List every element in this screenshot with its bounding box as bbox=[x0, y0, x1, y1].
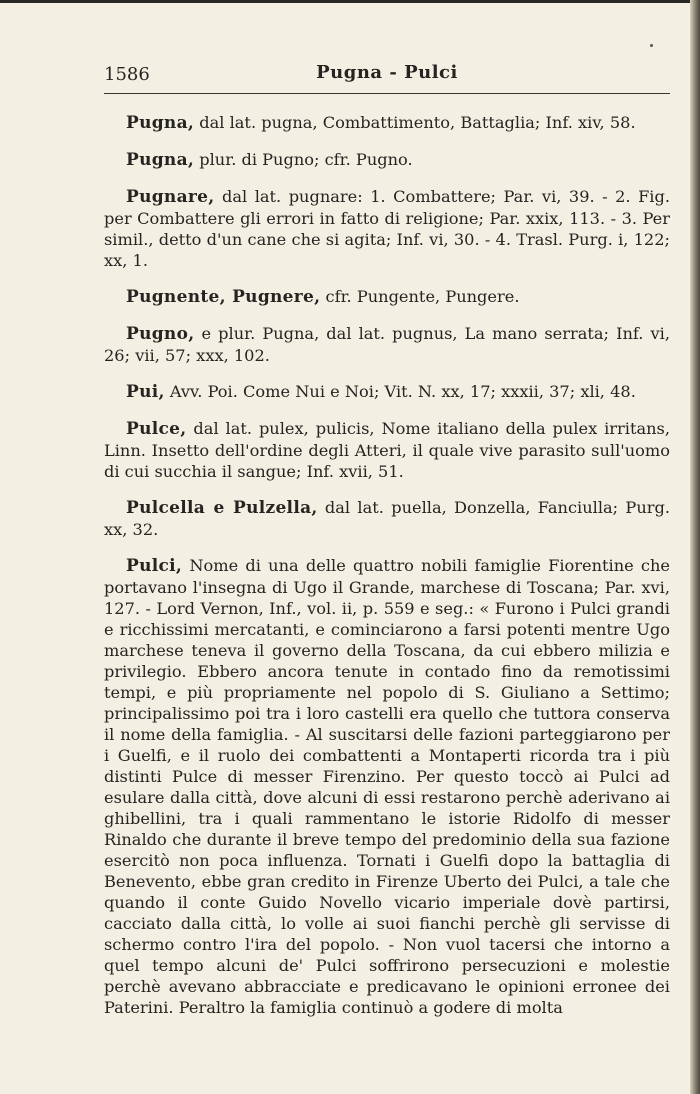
entry-text: dal lat. pugna, Combattimento, Battaglia; Inf. xiv, 58. bbox=[194, 113, 636, 132]
entry-pulcella bbox=[104, 497, 670, 540]
header-rule bbox=[104, 93, 670, 94]
headword: Pulci, bbox=[126, 556, 183, 576]
entry-pugna-plural bbox=[104, 149, 670, 171]
entry-text: Nome di una delle quattro nobili famiglie Fiorentine che portavano l'insegna di Ugo il Grande, marchese di Toscana; Par. xvi, 127. - Lord Vernon, Inf., vol. ii, p. 559 e seg.: « Furono i Pulci grandi e ricchissimi mercatanti, e cominciarono a farsi potenti mentre Ugo marchese teneva il governo della Toscana, da cui ebbero milizia e privilegio. Ebbero ancora tenute in contado fino da remotissimi tempi, e più propriamente nel popolo di S. Giuliano a Settimo; principalissimo poi tra i loro castelli era quello che tuttora conserva il nome della famiglia. - Al suscitarsi delle fazioni parteggiarono per i Guelfi, e il ruolo dei combattenti a Montaperti ricorda tra i più distinti Pulce di messer Firenzino. Per questo toccò ai Pulci ad esulare dalla città, dove alcuni di essi restarono perchè aderivano ai ghibellini, tra i quali rammentano le istorie Ridolfo di messer Rinaldo che durante il breve tempo del predominio della sua fazione esercitò non poca influenza. Tornati i Guelfi dopo la battaglia di Benevento, ebbe gran credito in Firenze Uberto dei Pulci, a tale che quando il conte Guido Novello vicario imperiale dovè partirsi, cacciato dalla città, lo volle ai suoi fianchi perchè gli servisse di schermo contro l'ira del popolo. - Non vuol tacersi che intorno a quel tempo alcuni de' Pulci soffrirono persecuzioni e molestie perchè avevano abbracciate e predicavano le opinioni erronee dei Paterini. Peraltro la famiglia continuò a godere di molta bbox=[104, 556, 670, 1017]
entry-text: dal lat. puella, Donzella, Fanciulla; Purg. xx, 32. bbox=[104, 498, 670, 539]
ink-dot bbox=[650, 44, 653, 47]
top-rule bbox=[0, 0, 700, 3]
entry-pugnente bbox=[104, 286, 670, 308]
page-header bbox=[104, 62, 670, 88]
entry-text: dal lat. pugnare: 1. Combattere; Par. vi, 39. - 2. Fig. per Combattere gli errori in fatto di religione; Par. xxix, 113. - 3. Per simil., detto d'un cane che si agita; Inf. vi, 30. - 4. Trasl. Purg. i, 122; xx, 1. bbox=[104, 187, 670, 270]
entry-pugno bbox=[104, 323, 670, 366]
entry-text: cfr. Pungente, Pungere. bbox=[320, 287, 520, 306]
headword: Pulce, bbox=[126, 419, 187, 439]
headword: Pugnente, Pugnere, bbox=[126, 287, 321, 307]
entry-text: e plur. Pugna, dal lat. pugnus, La mano serrata; Inf. vi, 26; vii, 57; xxx, 102. bbox=[104, 324, 670, 365]
page-edge bbox=[690, 0, 700, 1094]
dictionary-entries bbox=[104, 112, 670, 1033]
page-number: 1586 bbox=[104, 64, 150, 85]
entry-text: dal lat. pulex, pulicis, Nome italiano della pulex irritans, Linn. Insetto dell'ordine degli Atteri, il quale vive parasito sull'uomo di cui succhia il sangue; Inf. xvii, 51. bbox=[104, 419, 670, 481]
entry-pugna bbox=[104, 112, 670, 134]
headword: Pulcella e Pulzella, bbox=[126, 498, 318, 518]
headword: Pugna, bbox=[126, 113, 195, 133]
entry-text: plur. di Pugno; cfr. Pugno. bbox=[194, 150, 413, 169]
headword: Pugno, bbox=[126, 324, 195, 344]
entry-pui bbox=[104, 381, 670, 403]
running-head: Pugna - Pulci bbox=[316, 62, 458, 83]
headword: Pugna, bbox=[126, 150, 195, 170]
headword: Pui, bbox=[126, 382, 165, 402]
entry-pulci bbox=[104, 555, 670, 1018]
headword: Pugnare, bbox=[126, 187, 215, 207]
entry-pugnare bbox=[104, 186, 670, 271]
entry-text: Avv. Poi. Come Nui e Noi; Vit. N. xx, 17; xxxii, 37; xli, 48. bbox=[164, 382, 636, 401]
entry-pulce bbox=[104, 418, 670, 482]
